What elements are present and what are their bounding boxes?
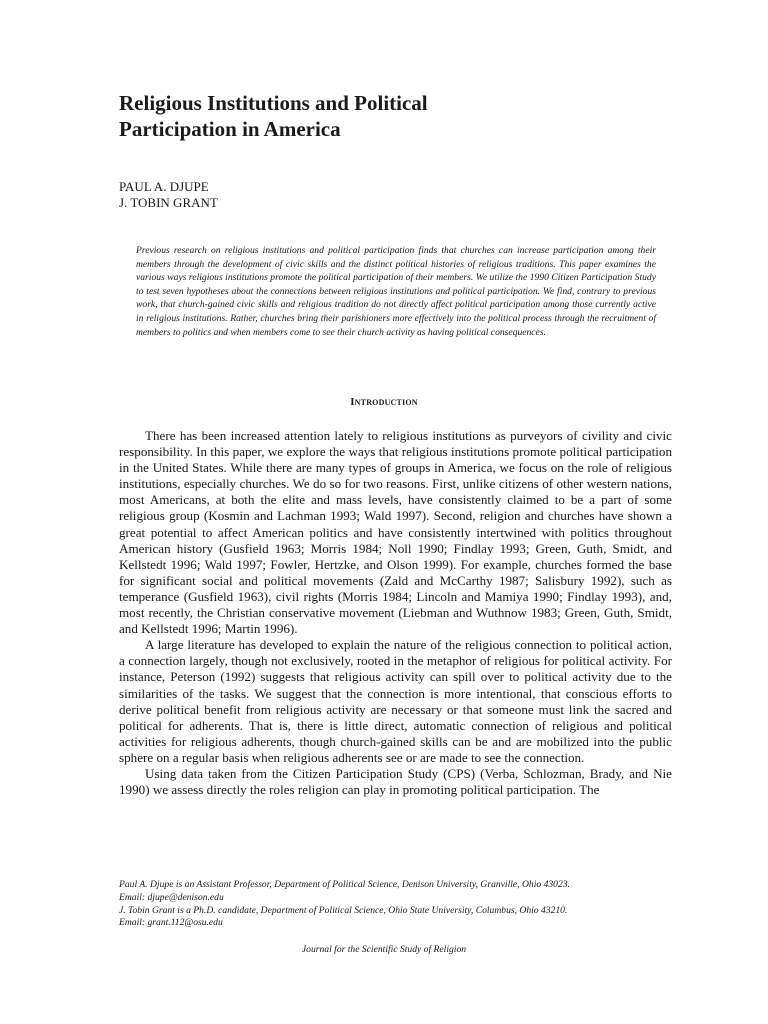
abstract: Previous research on religious institutions and political participation finds that churches can increase participation among their members through the development of civic skills and the distinct political histories of religious traditions. This paper examines the various ways religious institutions promote the political participation of their members. We utilize the 1990 Citizen Participation Study to test seven hypotheses about the connections between religious institutions and political participation. We find, contrary to previous work, that church-gained civic skills and religious tradition do not directly affect political participation among those currently active in religious institutions. Rather, churches bring their parishioners more effectively into the political process through the recruitment of members to politics and when members come to see their church activity as having political consequences. [136, 245, 656, 338]
author-name: PAUL A. DJUPE [119, 179, 209, 194]
journal-name: Journal for the Scientific Study of Religion [301, 944, 467, 955]
footnote-line: Paul A. Djupe is an Assistant Professor, Department of Political Science, Denison University, Granville, Ohio 43023. [119, 879, 570, 890]
body-paragraph: Using data taken from the Citizen Participation Study (CPS) (Verba, Schlozman, Brady, and Nie 1990) we assess directly the roles religion can play in promoting political participation. The [119, 765, 672, 798]
author-name: J. TOBIN GRANT [119, 195, 218, 210]
footnote-line: J. Tobin Grant is a Ph.D. candidate, Department of Political Science, Ohio State University, Columbus, Ohio 43210. [119, 904, 568, 916]
title-line-1: Religious Institutions and Political [119, 91, 428, 115]
body-paragraph: A large literature has developed to explain the nature of the religious connection to political action, a connection largely, though not exclusively, rooted in the metaphor of religious for political activity. For instance, Peterson (1992) suggests that religious activity can spill over to political activity due to the similarities of the tasks. We suggest that the connection is more intentional, that conscious efforts to derive political benefit from religious activity are necessary or that someone must link the sacred and political for adherents. That is, there is little direct, automatic connection of religious and political activities for religious adherents, though church-gained skills can be and are mobilized into the public sphere on a regular basis when religious adherents see or are made to see the connection. [119, 637, 672, 765]
footnote-line: Email: grant.112@osu.edu [119, 917, 223, 929]
author-list [119, 179, 218, 211]
author-footnotes [119, 879, 679, 930]
title-line-2: Participation in America [119, 117, 341, 141]
article-title [119, 90, 679, 142]
footnote-line: Email: djupe@denison.edu [119, 891, 224, 903]
body-paragraph: There has been increased attention lately to religious institutions as purveyors of civility and civic responsibility. In this paper, we explore the ways that religious institutions promote political participation in the United States. While there are many types of groups in America, we focus on the role of religious institutions, especially churches. We do so for two reasons. First, unlike citizens of other western nations, most Americans, at both the elite and mass levels, have consistently claimed to be a part of some religious group (Kosmin and Lachman 1993; Wald 1997). Second, religion and churches have shown a great potential to affect American politics and have consistently intertwined with politics throughout American history (Gusfield 1963; Morris 1984; Noll 1990; Findlay 1993; Green, Guth, Smidt, and Kellstedt 1996; Wald 1997; Fowler, Hertzke, and Olson 1999). For example, churches formed the base for significant social and political movements (Zald and McCarthy 1987; Salisbury 1992), such as temperance (Gusfield 1963), civil rights (Morris 1984; Lincoln and Mamiya 1990; Findlay 1993), and, most recently, the Christian conservative movement (Liebman and Wuthnow 1983; Green, Guth, Smidt, and Kellstedt 1996; Martin 1996). [119, 428, 672, 637]
section-heading-introduction: Introduction [350, 396, 418, 408]
body-text [119, 428, 672, 798]
